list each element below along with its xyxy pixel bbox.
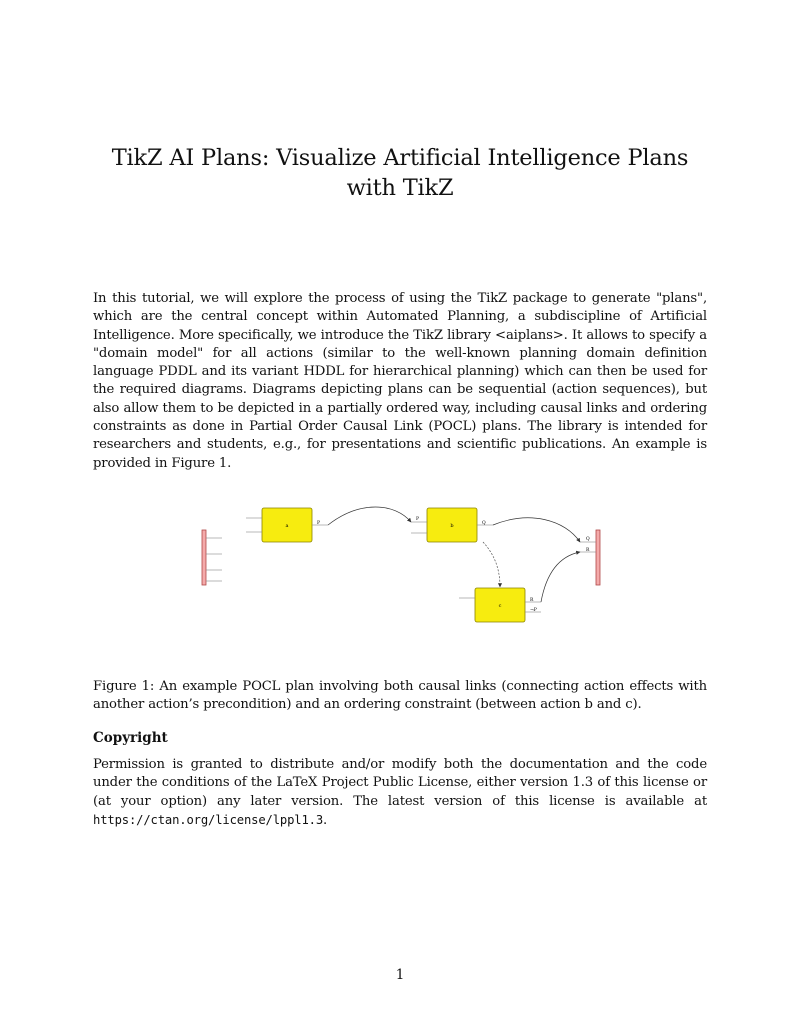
ordering-constraint-b-c: [483, 542, 500, 587]
license-end: .: [323, 812, 328, 828]
causal-link-b-goal: [493, 518, 580, 542]
license-text: Permission is granted to distribute and/or modify both the documentation and the code under the conditions of the LaTeX Project Public License, either version 1.3 of this license or (at your option) any later version. The latest version of this license is available at: [93, 757, 707, 809]
license-paragraph: [93, 756, 707, 830]
causal-link-a-b: [328, 507, 411, 525]
init-state-bar: [202, 530, 206, 585]
goal-state-bar: [596, 530, 600, 585]
copyright-heading: Copyright: [93, 730, 168, 746]
page-number: 1: [395, 967, 405, 983]
intro-paragraph: In this tutorial, we will explore the process of using the TikZ package to generate "plans", which are the central concept within Automated Planning, a subdiscipline of Artificial Intelligence. More specifically, we introduce the TikZ library <aiplans>. It allows to specify a "domain model" for all actions (similar to the well-known planning domain definition language PDDL and its variant HDDL for hierarchical planning) which can then be used for the required diagrams. Diagrams depicting plans can be sequential (action sequences), but also allow them to be depicted in a partially ordered way, including causal links and ordering constraints as done in Partial Order Causal Link (POCL) plans. The library is intended for researchers and students, e.g., for presentations and scientific publications. An example is provided in Figure 1.: [93, 291, 707, 471]
goal-q: Q: [586, 537, 590, 542]
c-effect-not-p: ¬P: [530, 608, 537, 613]
action-b: [411, 508, 493, 542]
a-effect-p: P: [317, 521, 321, 526]
action-b-label: b: [450, 523, 454, 529]
pocl-plan-figure: [0, 495, 800, 635]
action-c: [459, 588, 541, 622]
action-a-label: a: [285, 523, 289, 529]
figure-caption: Figure 1: An example POCL plan involving both causal links (connecting action effects with another action’s precondition) and an ordering constraint (between action b and c).: [93, 679, 707, 713]
b-precondition-p: P: [416, 517, 420, 522]
action-c-label: c: [498, 603, 502, 609]
paper-title: TikZ AI Plans: Visualize Artificial Intelligence Plans with TikZ: [111, 145, 689, 201]
goal-r: R: [586, 548, 590, 553]
license-url-link[interactable]: https://ctan.org/license/lppl1.3: [93, 812, 323, 827]
action-a: [246, 508, 328, 542]
causal-link-c-goal: [541, 552, 580, 602]
b-effect-q: Q: [482, 521, 486, 526]
c-effect-r: R: [530, 598, 534, 603]
